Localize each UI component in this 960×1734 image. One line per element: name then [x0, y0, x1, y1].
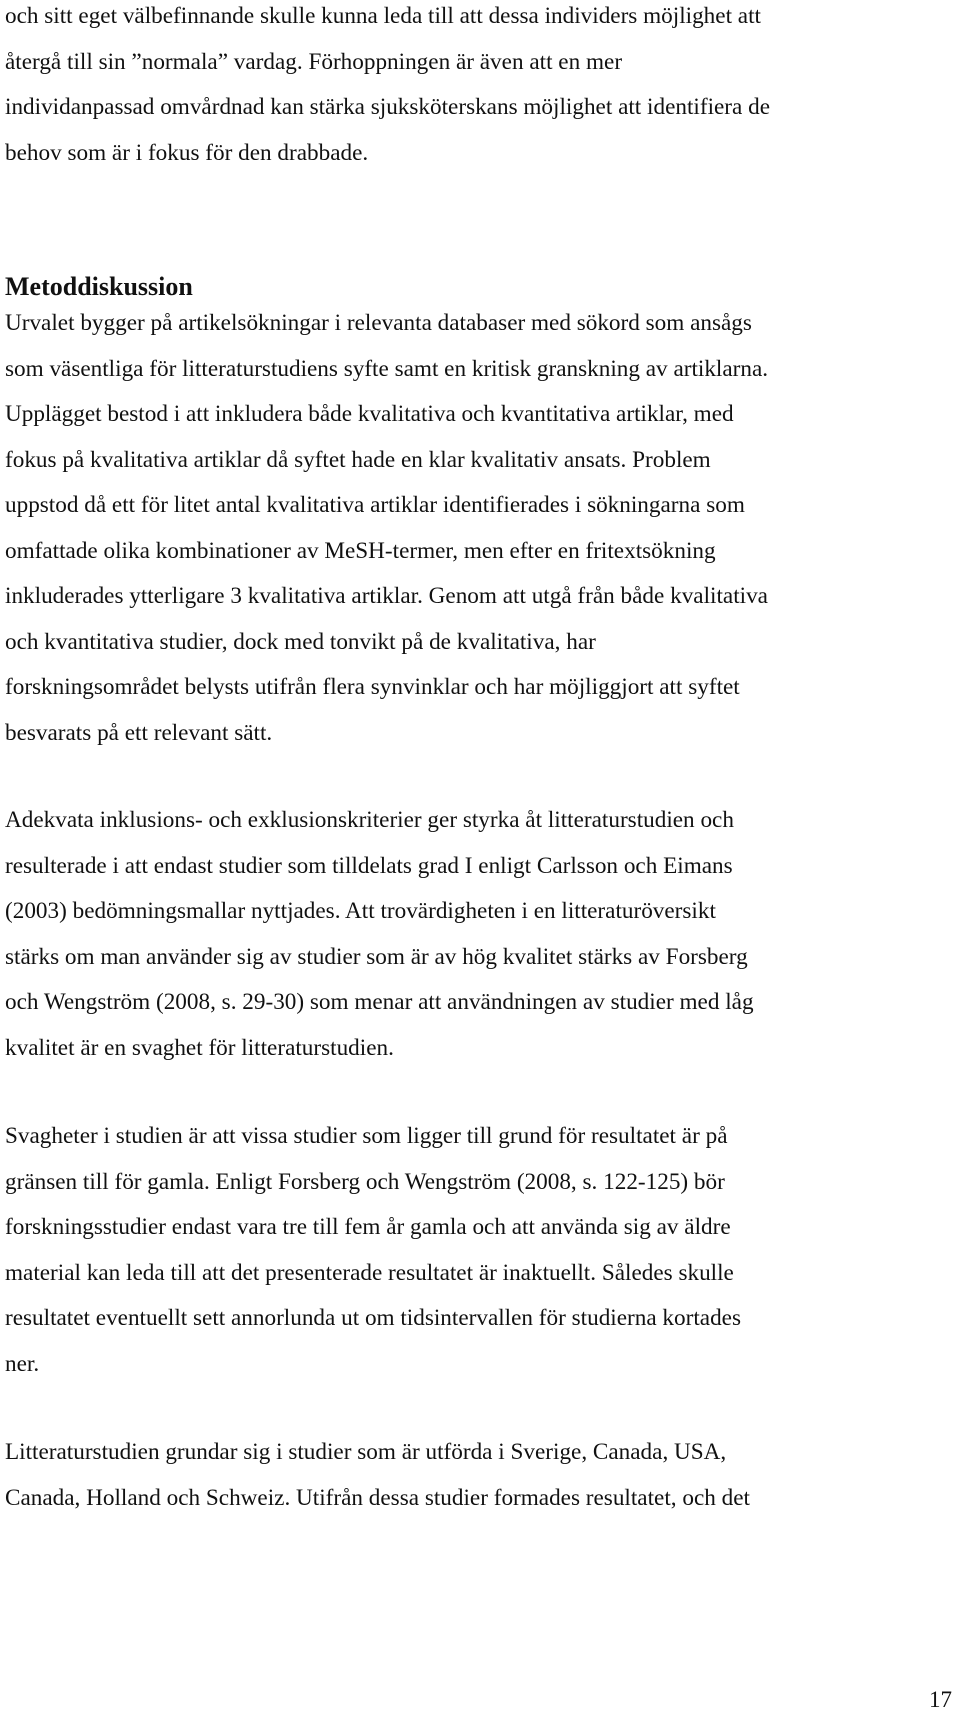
section-heading: Metoddiskussion	[5, 272, 193, 301]
text-line: Canada, Holland och Schweiz. Utifrån dessa studier formades resultatet, och det	[5, 1484, 750, 1511]
text-line: Upplägget bestod i att inkludera både kvalitativa och kvantitativa artiklar, med	[5, 401, 734, 427]
text-line: besvarats på ett relevant sätt.	[5, 719, 273, 746]
text-line: resultatet eventuellt sett annorlunda ut om tidsintervallen för studierna kortades	[5, 1305, 741, 1331]
paragraph-method-selection	[5, 301, 939, 756]
text-line: kvalitet är en svaghet för litteraturstudien.	[5, 1034, 394, 1061]
text-line: material kan leda till att det presenterade resultatet är inaktuellt. Således skulle	[5, 1259, 734, 1286]
text-line: som väsentliga för litteraturstudiens syfte samt en kritisk granskning av artiklarna.	[5, 355, 769, 382]
text-line: inkluderades ytterligare 3 kvalitativa artiklar. Genom att utgå från både kvalitativa	[5, 583, 768, 609]
text-line: stärks om man använder sig av studier som är av hög kvalitet stärks av Forsberg	[5, 943, 748, 970]
paragraph-inclusion-criteria	[5, 798, 939, 1071]
text-line: Adekvata inklusions- och exklusionskriterier ger styrka åt litteraturstudien och	[5, 807, 734, 833]
paragraph-weaknesses	[5, 1114, 939, 1387]
text-line: Urvalet bygger på artikelsökningar i relevanta databaser med sökord som ansågs	[5, 310, 752, 336]
text-line: omfattade olika kombinationer av MeSH-termer, men efter en fritextsökning	[5, 537, 716, 564]
text-line: fokus på kvalitativa artiklar då syftet hade en klar kvalitativ ansats. Problem	[5, 446, 711, 473]
text-line: Svagheter i studien är att vissa studier som ligger till grund för resultatet är på	[5, 1123, 728, 1149]
page-number: 17	[929, 1687, 952, 1712]
text-line: gränsen till för gamla. Enligt Forsberg och Wengström (2008, s. 122-125) bör	[5, 1168, 725, 1195]
text-line: och Wengström (2008, s. 29-30) som menar att användningen av studier med låg	[5, 989, 754, 1015]
text-line: (2003) bedömningsmallar nyttjades. Att trovärdigheten i en litteraturöversikt	[5, 898, 716, 924]
paragraph-study-origins	[5, 1430, 939, 1521]
text-line: behov som är i fokus för den drabbade.	[5, 139, 369, 166]
text-line: och kvantitativa studier, dock med tonvikt på de kvalitativa, har	[5, 628, 596, 655]
intro-paragraph	[5, 0, 939, 176]
text-line: individanpassad omvårdnad kan stärka sjuksköterskans möjlighet att identifiera de	[5, 94, 770, 120]
text-line: ner.	[5, 1350, 40, 1377]
text-line: forskningsområdet belysts utifrån flera synvinklar och har möjliggjort att syftet	[5, 674, 740, 700]
text-line: Litteraturstudien grundar sig i studier som är utförda i Sverige, Canada, USA,	[5, 1439, 727, 1465]
text-line: och sitt eget välbefinnande skulle kunna leda till att dessa individers möjlighet att	[5, 3, 761, 29]
text-line: forskningsstudier endast vara tre till fem år gamla och att använda sig av äldre	[5, 1214, 731, 1240]
text-line: resulterade i att endast studier som tilldelats grad I enligt Carlsson och Eimans	[5, 852, 733, 879]
text-line: återgå till sin ”normala” vardag. Förhoppningen är även att en mer	[5, 48, 623, 75]
text-line: uppstod då ett för litet antal kvalitativa artiklar identifierades i sökningarna som	[5, 492, 745, 518]
